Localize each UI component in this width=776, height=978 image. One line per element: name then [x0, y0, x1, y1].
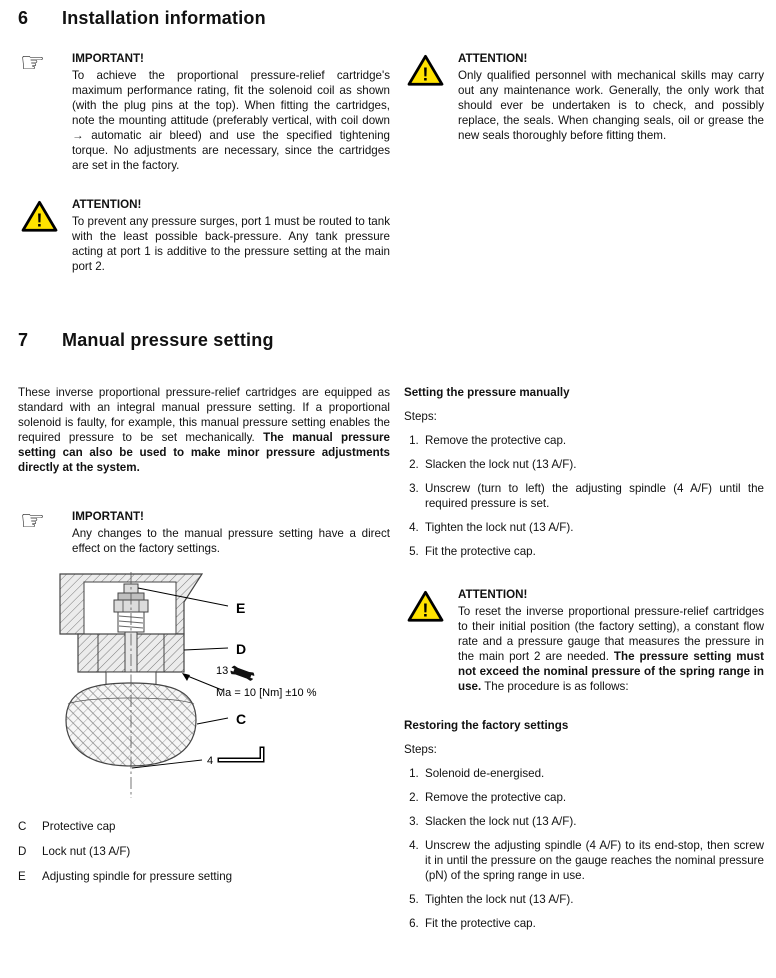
legend-row-c — [18, 819, 390, 834]
attention-block-1 — [18, 197, 390, 274]
legend-text: Adjusting spindle for pressure setting — [42, 870, 233, 883]
important-1-label: IMPORTANT! — [72, 52, 144, 65]
step-item: 5. Tighten the lock nut (13 A/F). — [422, 892, 764, 907]
important-2-label: IMPORTANT! — [72, 510, 144, 523]
svg-text:!: ! — [422, 63, 429, 85]
torque-label: Ma = 10 [Nm] ±10 % — [216, 687, 317, 699]
attention-block-2 — [404, 51, 764, 143]
section-7-number: 7 — [18, 330, 29, 350]
section-7-left-column — [18, 385, 390, 884]
diagram-legend — [18, 819, 390, 884]
step-item: 4. Unscrew the adjusting spindle (4 A/F) to its end-stop, then screw it in until the pressure on the gauge reaches the nominal pressure (pN) of the spring range in use. — [422, 838, 764, 883]
section-6-right-column — [404, 51, 764, 143]
pointing-hand-icon: ☞ — [20, 47, 46, 78]
section-6-left-column — [18, 47, 390, 274]
attention-2-text: Only qualified personnel with mechanical skills may carry out any maintenance work. Generally, the only work that should ever be undertaken is to check, and possibly replace, the seals. When changing seals, oil or grease the new seals thoroughly before fitting them. — [458, 69, 764, 142]
diagram-label-c: C — [236, 711, 247, 727]
attention-3-text: To reset the inverse proportional pressure-relief cartridges to their initial position (the factory setting), a constant flow rate and a pressure gauge that measures the pressure in the main port 2 are needed. The pressure setting must not exceed the nominal pressure of the spring range in use. The procedure is as follows: — [458, 605, 764, 693]
step-item: 5. Fit the protective cap. — [422, 544, 764, 559]
important-2-icon-cell — [18, 505, 72, 556]
important-block-2 — [18, 505, 390, 556]
section-7-title: Manual pressure setting — [62, 330, 274, 350]
step-item: 3. Unscrew (turn to left) the adjusting spindle (4 A/F) until the required pressure is set. — [422, 481, 764, 511]
legend-row-e — [18, 869, 390, 884]
attention-2-body — [458, 51, 764, 143]
pointing-hand-icon: ☞ — [20, 505, 46, 536]
attention-2-label: ATTENTION! — [458, 52, 528, 65]
diagram-label-d: D — [236, 641, 247, 657]
attention-1-body — [72, 197, 390, 274]
important-2-body — [72, 509, 390, 556]
allen-key-icon — [220, 749, 262, 760]
section-6-title: Installation information — [62, 8, 266, 28]
setting-steps-list — [404, 433, 764, 559]
section-6-number: 6 — [18, 8, 29, 28]
step-item: 1. Remove the protective cap. — [422, 433, 764, 448]
legend-key: C — [18, 820, 27, 833]
section-6-heading — [18, 8, 764, 29]
diagram-container — [26, 572, 390, 809]
legend-text: Protective cap — [42, 820, 116, 833]
step-item: 2. Remove the protective cap. — [422, 790, 764, 805]
legend-key: E — [18, 870, 26, 883]
section-6-columns — [18, 47, 764, 274]
setting-steps-label: Steps: — [404, 410, 437, 423]
warning-triangle-icon — [21, 200, 58, 233]
step-item: 3. Slacken the lock nut (13 A/F). — [422, 814, 764, 829]
intro-text-bold: The manual pressure setting can also be used to make minor pressure adjustments directly at the system. — [18, 431, 390, 474]
attention-2-icon-cell — [404, 51, 458, 143]
warning-triangle-icon — [407, 54, 444, 87]
warning-triangle-icon — [407, 590, 444, 623]
step-item: 2. Slacken the lock nut (13 A/F). — [422, 457, 764, 472]
restoring-steps-label: Steps: — [404, 743, 437, 756]
attention-1-label: ATTENTION! — [72, 198, 142, 211]
legend-key: D — [18, 845, 27, 858]
legend-row-d — [18, 844, 390, 859]
wrench-icon — [228, 664, 257, 682]
attention-3-body — [458, 587, 764, 694]
attention-block-3 — [404, 587, 764, 694]
subhead-restoring-factory: Restoring the factory settings — [404, 719, 569, 732]
svg-text:!: ! — [422, 599, 429, 621]
important-1-body — [72, 51, 390, 173]
pressure-setting-diagram — [26, 572, 356, 804]
attention-3-label: ATTENTION! — [458, 588, 528, 601]
intro-text-normal: These inverse proportional pressure-relief cartridges are equipped as standard with an integral manual pressure setting. If a proportional solenoid is faulty, for example, this manual pressure setting enables the required pressure to be set mechanically. — [18, 386, 390, 444]
important-1-icon-cell — [18, 47, 72, 173]
legend-text: Lock nut (13 A/F) — [42, 845, 131, 858]
subhead-setting-pressure: Setting the pressure manually — [404, 386, 570, 399]
attention-3-icon-cell — [404, 587, 458, 694]
important-1-text: To achieve the proportional pressure-relief cartridge's maximum performance rating, fit the solenoid coil as shown (with the plug pins at the top). When fitting the cartridges, note the mounting attitude (preferably vertical, with coil down → automatic air bleed) and use the specified tightening torque. No adjustments are necessary, since the cartridges are set in the factory. — [72, 69, 390, 172]
allen-key-size-label: 4 — [207, 755, 214, 767]
svg-text:!: ! — [36, 209, 43, 231]
important-2-text: Any changes to the manual pressure setting have a direct effect on the factory settings. — [72, 527, 390, 555]
attention-1-text: To prevent any pressure surges, port 1 must be routed to tank with the least possible back-pressure. Any tank pressure acting at port 1 is additive to the pressure setting at the main port 2. — [72, 215, 390, 273]
step-item: 4. Tighten the lock nut (13 A/F). — [422, 520, 764, 535]
section-7-heading — [18, 330, 764, 351]
restoring-steps-list — [404, 766, 764, 931]
section-7-right-column — [404, 385, 764, 940]
attention-1-icon-cell — [18, 197, 72, 274]
section-7-columns — [18, 385, 764, 940]
important-block-1 — [18, 47, 390, 173]
diagram-label-e: E — [236, 600, 246, 616]
wrench-size-label: 13 — [216, 665, 229, 677]
step-item: 1. Solenoid de-energised. — [422, 766, 764, 781]
step-item: 6. Fit the protective cap. — [422, 916, 764, 931]
intro-paragraph — [18, 385, 390, 475]
